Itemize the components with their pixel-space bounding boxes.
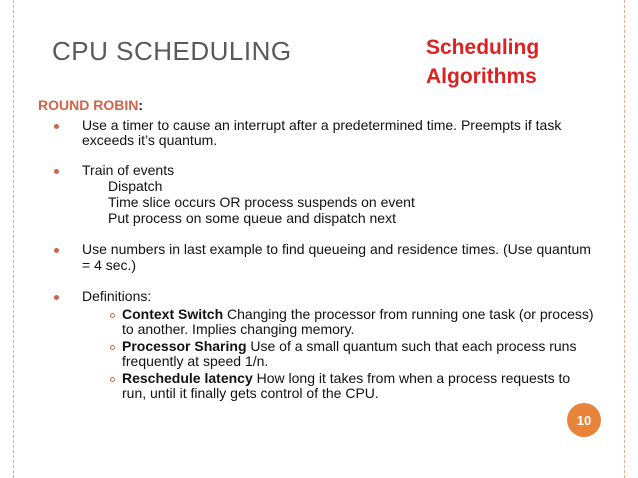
definition-3-line-2: run, until it finally gets control of the CPU. bbox=[122, 385, 379, 401]
definition-1-text-1: Changing the processor from running one task (or process) bbox=[223, 306, 594, 322]
definition-1-line-2: to another. Implies changing memory. bbox=[122, 321, 355, 337]
bullet-dot bbox=[54, 124, 59, 129]
bullet-3-line-2: = 4 sec.) bbox=[82, 257, 137, 273]
bullet-dot bbox=[54, 248, 59, 253]
section-heading-colon: : bbox=[138, 97, 144, 113]
bullet-dot bbox=[54, 295, 59, 300]
bullet-2-line-1: Train of events bbox=[82, 162, 175, 178]
definition-3-text-1: How long it takes from when a process requests to bbox=[252, 370, 571, 386]
left-border-line bbox=[13, 0, 14, 478]
definition-2-text-1: Use of a small quantum such that each process runs bbox=[246, 338, 577, 354]
bullet-1-line-1: Use a timer to cause an interrupt after a predetermined time. Preempts if task bbox=[82, 117, 562, 133]
section-heading-text: ROUND ROBIN bbox=[38, 97, 139, 113]
section-heading bbox=[38, 97, 143, 113]
bullet-4-line-1: Definitions: bbox=[82, 288, 152, 304]
definition-1-term: Context Switch bbox=[122, 306, 224, 322]
definition-2-line-2: frequently at speed 1/n. bbox=[122, 353, 269, 369]
bullet-dot bbox=[54, 169, 59, 174]
bullet-2-sub-3: Put process on some queue and dispatch next bbox=[108, 210, 396, 226]
definition-1-line-1 bbox=[122, 306, 594, 322]
sub-bullet-circle bbox=[110, 345, 115, 350]
bullet-2-sub-1: Dispatch bbox=[108, 178, 163, 194]
definition-3-line-1 bbox=[122, 370, 570, 386]
page-number-badge: 10 bbox=[567, 403, 601, 437]
sub-bullet-circle bbox=[110, 313, 115, 318]
bullet-3-line-1: Use numbers in last example to find queueing and residence times. (Use quantum bbox=[82, 241, 591, 257]
bullet-1-line-2: exceeds it’s quantum. bbox=[82, 132, 218, 148]
sub-bullet-circle bbox=[110, 377, 115, 382]
subtitle-line-2: Algorithms bbox=[426, 65, 537, 88]
slide-title: CPU SCHEDULING bbox=[52, 36, 292, 66]
definition-2-term: Processor Sharing bbox=[122, 338, 247, 354]
slide-subtitle bbox=[426, 33, 576, 91]
bullet-2-sub-2: Time slice occurs OR process suspends on event bbox=[108, 194, 415, 210]
definition-3-term: Reschedule latency bbox=[122, 370, 253, 386]
subtitle-line-1: Scheduling bbox=[426, 36, 540, 59]
right-border-line bbox=[624, 0, 625, 478]
definition-2-line-1 bbox=[122, 338, 576, 354]
